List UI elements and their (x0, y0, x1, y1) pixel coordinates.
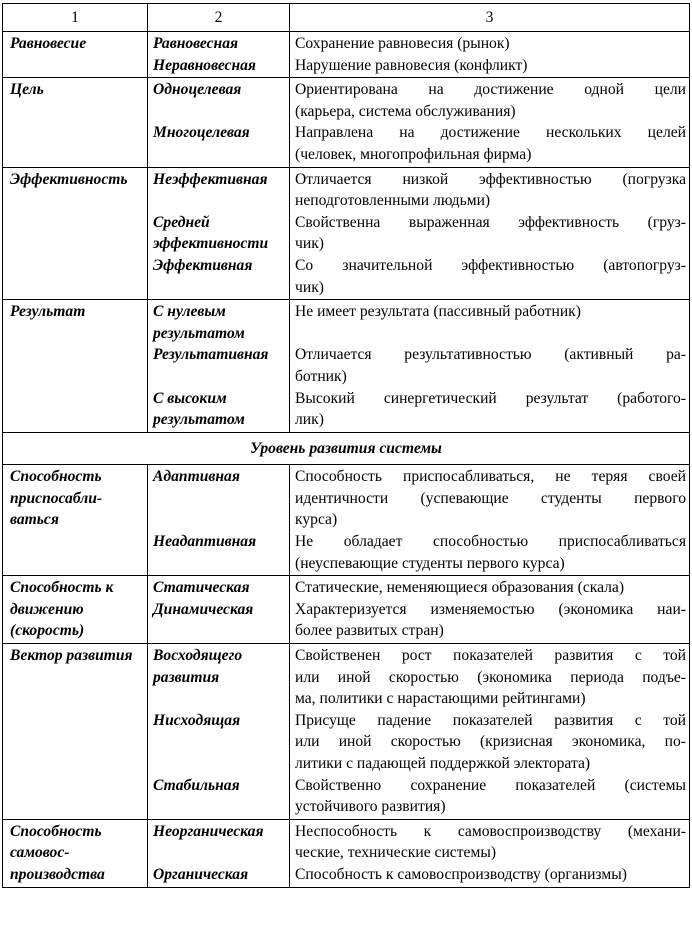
type-label: Неравновесная (153, 56, 256, 74)
description-line: (карьера, система обслуживания) (295, 102, 516, 120)
description-line: более развитых стран) (295, 622, 444, 640)
description-line: Неспособность к самовоспроизводству (механи- (295, 822, 686, 840)
description-line: литики с падающей поддержкой электората) (295, 755, 591, 772)
description-line: Нарушение равновесия (конфликт) (295, 56, 528, 74)
type-label: Результативная (153, 346, 269, 364)
description-line: Направлена на достижение нескольких целей (295, 124, 686, 142)
type-label: Неадаптивная (153, 533, 257, 551)
table-row (3, 576, 690, 644)
description-cell (290, 32, 690, 78)
header-col-2: 2 (148, 4, 290, 32)
header-col-1: 1 (3, 4, 148, 32)
description-cell (290, 167, 690, 300)
description-line: Не имеет результата (пассивный работник) (295, 303, 581, 321)
description-cell (290, 576, 690, 644)
description-line: идентичности (успевающие студенты первого (295, 489, 686, 507)
table-row (3, 32, 690, 78)
type-label: Средней эффективности (153, 213, 269, 253)
type-cell (148, 78, 290, 167)
type-label: Неэффективная (153, 170, 268, 188)
type-label: Динамическая (153, 600, 254, 618)
type-cell (148, 465, 290, 576)
header-row (3, 4, 690, 32)
criterion-cell: Способность приспосабли-ваться (3, 465, 148, 576)
criterion-cell: Способность к движению (скорость) (3, 576, 148, 644)
description-line: чик) (295, 278, 324, 296)
description-line: (неуспевающие студенты первого курса) (295, 554, 565, 572)
type-label: Неорганическая (153, 822, 264, 840)
description-cell (290, 644, 690, 820)
criterion-cell: Равновесие (3, 32, 148, 78)
description-line: или иной скоростью (экономика периода подъе- (295, 668, 686, 686)
type-label: Одноцелевая (153, 81, 242, 99)
criterion-cell: Способность самовос-производства (3, 819, 148, 887)
description-line: Отличается результативностью (активный ра- (295, 346, 686, 364)
description-line: Присуще падение показателей развития с той (295, 711, 686, 729)
type-label: Нисходящая (153, 711, 241, 729)
section-row (3, 432, 690, 465)
description-line: Способность приспосабливаться, не теряя своей (295, 468, 686, 486)
description-line: ма, политики с нарастающими рейтингами) (295, 690, 586, 708)
type-label: Статическая (153, 579, 250, 597)
description-line: Со значительной эффективностью (автопогруз- (295, 256, 686, 274)
description-line: неподготовленными людьми) (295, 192, 491, 210)
type-label: Адаптивная (153, 468, 240, 486)
description-line: ботник) (295, 367, 347, 385)
table-row (3, 644, 690, 820)
type-cell (148, 644, 290, 820)
criterion-cell: Результат (3, 300, 148, 433)
description-line: (человек, многопрофильная фирма) (295, 145, 532, 163)
type-label: С нулевым результатом (153, 303, 245, 342)
description-cell (290, 819, 690, 887)
type-label: Равновесная (153, 35, 239, 52)
description-line: устойчивого развития) (295, 798, 446, 816)
criterion-cell: Эффективность (3, 167, 148, 300)
table-row (3, 465, 690, 576)
type-label: Стабильная (153, 776, 240, 794)
description-line: лик) (295, 411, 324, 429)
description-line: Статические, неменяющиеся образования (скала) (295, 579, 625, 597)
type-label: Эффективная (153, 256, 253, 274)
type-label: С высоким результатом (153, 389, 245, 429)
description-line: курса) (295, 511, 338, 529)
description-line: Характеризуется изменяемостью (экономика наи- (295, 600, 686, 618)
type-cell (148, 300, 290, 433)
description-line: Ориентирована на достижение одной цели (295, 81, 686, 99)
type-cell (148, 576, 290, 644)
type-label: Многоцелевая (153, 124, 250, 142)
description-line: или иной скоростью (кризисная экономика, по- (295, 733, 686, 751)
header-col-3: 3 (290, 4, 690, 32)
criterion-cell: Вектор развития (3, 644, 148, 820)
type-label: Восходящего развития (153, 647, 243, 686)
table-row (3, 167, 690, 300)
description-line: Свойственен рост показателей развития с той (295, 647, 686, 665)
table-row (3, 300, 690, 433)
type-cell (148, 32, 290, 78)
description-line: ческие, технические системы) (295, 844, 497, 862)
type-cell (148, 167, 290, 300)
section-title: Уровень развития системы (3, 432, 690, 465)
description-line: Высокий синергетический результат (работого- (295, 389, 686, 407)
description-cell (290, 465, 690, 576)
description-line: Способность к самовоспроизводству (организмы) (295, 865, 627, 883)
description-line: Отличается низкой эффективностью (погрузка (295, 170, 686, 188)
type-cell (148, 819, 290, 887)
criterion-cell: Цель (3, 78, 148, 167)
type-label: Органическая (153, 865, 249, 883)
table-row (3, 819, 690, 887)
classification-table (2, 3, 690, 888)
description-line: Свойственна выраженная эффективность (груз- (295, 213, 686, 231)
description-line: чик) (295, 235, 324, 253)
description-line: Свойственно сохранение показателей (системы (295, 776, 686, 794)
table-row (3, 78, 690, 167)
description-cell (290, 300, 690, 433)
description-line: Не обладает способностью приспосабливаться (295, 533, 686, 551)
description-cell (290, 78, 690, 167)
description-line: Сохранение равновесия (рынок) (295, 35, 510, 52)
